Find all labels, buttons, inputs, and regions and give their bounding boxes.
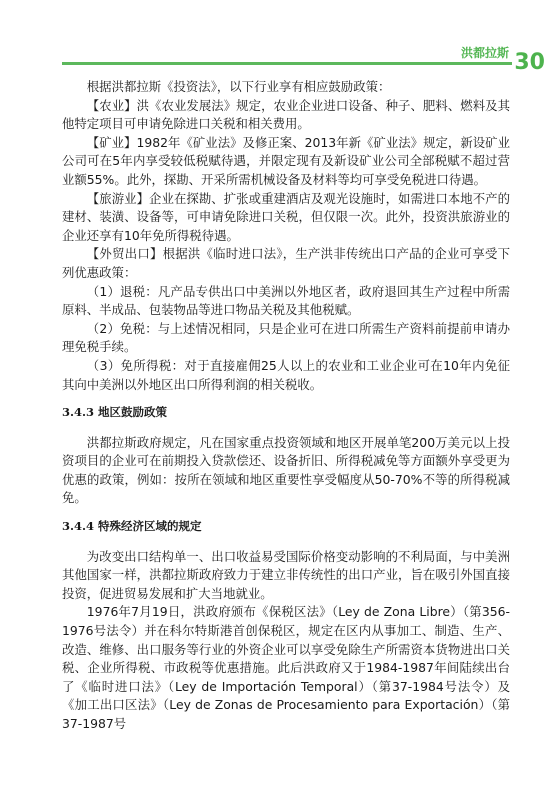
- trade-item-1: （1）退税：凡产品专供出口中美洲以外地区者，政府退回其生产过程中所需原料、半成品、包装物品等进口物品关税及其他税赋。: [62, 283, 510, 318]
- tourism-paragraph: 【旅游业】企业在探勘、扩张或重建酒店及观光设施时，如需进口本地不产的建材、装潢、设备等，可申请免除进口关税，但仅限一次。此外，投资洪旅游业的企业还享有10年免所得税待遇。: [62, 190, 510, 243]
- header-label: 洪都拉斯: [460, 46, 509, 60]
- trade-item-2: （2）免税：与上述情况相同，只是企业可在进口所需生产资料前提前申请办理免税手续。: [62, 320, 510, 355]
- header-rule: [62, 62, 512, 65]
- trade-paragraph: 【外贸出口】根据洪《临时进口法》，生产洪非传统出口产品的企业可享受下列优惠政策：: [62, 246, 510, 280]
- special-zone-paragraph-1: 为改变出口结构单一、出口收益易受国际价格变动影响的不利局面，与中美洲其他国家一样，洪都拉斯政府致力于建立非传统性的出口产业，旨在吸引外国直接投资，促进贸易发展和扩大当地就业。: [62, 548, 510, 601]
- section-heading-3-4-4: 3.4.4 特殊经济区域的规定: [62, 519, 202, 534]
- page-content: [62, 78, 510, 734]
- mining-paragraph: 【矿业】1982年《矿业法》及修正案、2013年新《矿业法》规定，新设矿业公司可在5年内享受较低税赋待遇，并限定现有及新设矿业公司全部税赋不超过营业额55%。此外，探勘、开采所需机械设备及材料等均可享受免税进口待遇。: [62, 134, 510, 187]
- agriculture-paragraph: 【农业】洪《农业发展法》规定，农业企业进口设备、种子、肥料、燃料及其他特定项目可申请免除进口关税和相关费用。: [62, 97, 510, 132]
- trade-item-3: （3）免所得税：对于直接雇佣25人以上的农业和工业企业可在10年内免征其向中美洲以外地区出口所得利润的相关税收。: [62, 357, 510, 392]
- special-zone-paragraph-2: 1976年7月19日，洪政府颁布《保税区法》（Ley de Zona Libre）（第356-1976号法令）并在科尔特斯港首创保税区，规定在区内从事加工、制造、生产、改造、维修、出口服务等行业的外资企业可以享受免除生产所需资本货物进出口关税、企业所得税、市政税等优惠措施。此后洪政府又于1984-1987年间陆续出台了《临时进口法》（Ley de Importación Temporal）（第37-1984号法令）及《加工出口区法》（Ley de Zonas de Procesamiento para Exportación）（第37-1987号: [62, 604, 510, 731]
- page-number: 30: [514, 50, 545, 75]
- intro-paragraph: 根据洪都拉斯《投资法》，以下行业享有相应鼓励政策：: [86, 79, 391, 94]
- regional-policy-paragraph: 洪都拉斯政府规定，凡在国家重点投资领域和地区开展单笔200万美元以上投资项目的企业可在前期投入贷款偿还、设备折旧、所得税减免等方面额外享受更为优惠的政策，例如：按所在领域和地区重要性享受幅度从50-70%不等的所得税减免。: [62, 434, 510, 506]
- section-heading-3-4-3: 3.4.3 地区鼓励政策: [62, 405, 168, 420]
